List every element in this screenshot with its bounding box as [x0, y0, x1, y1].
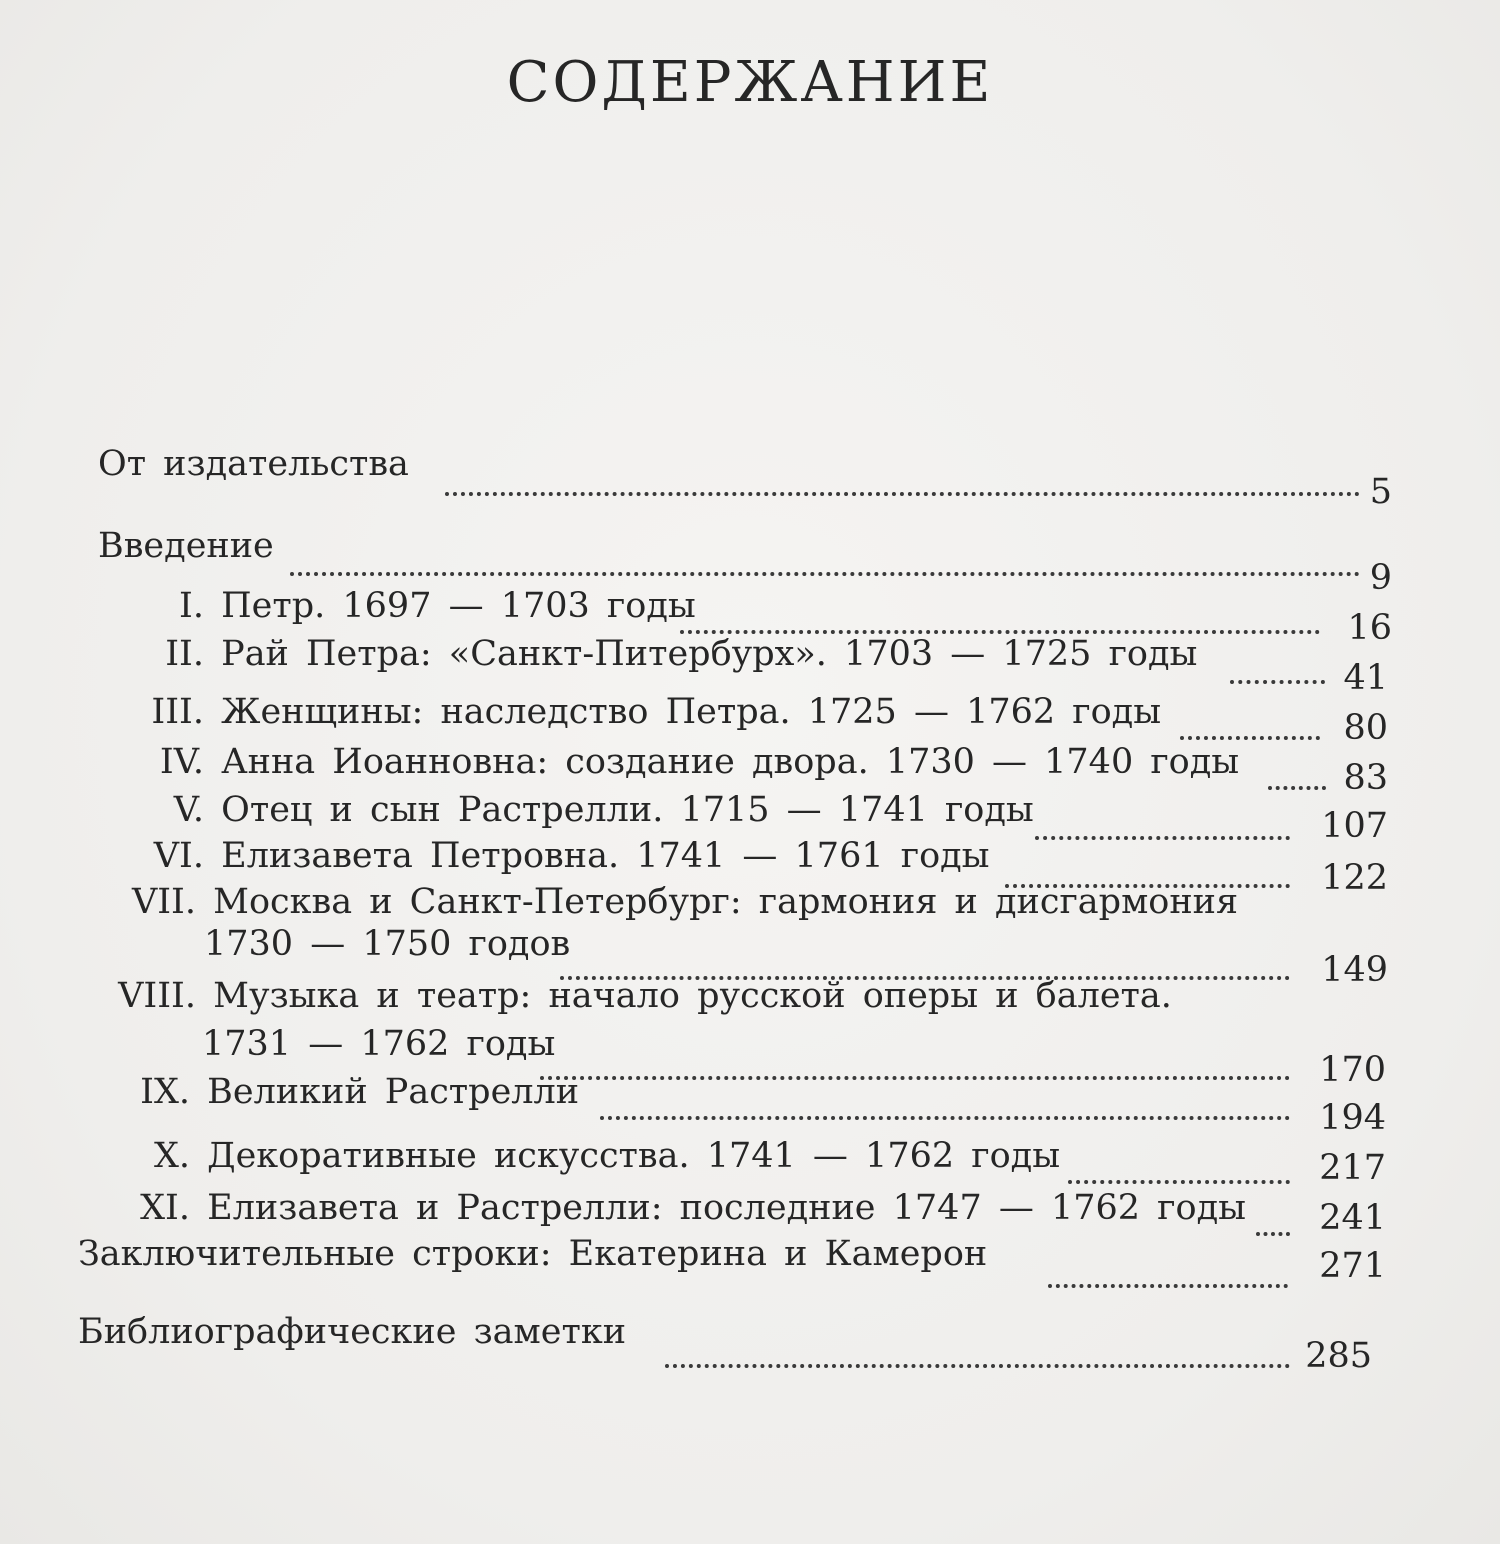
chapter-number: X. [153, 1136, 190, 1176]
toc-entry [100, 584, 696, 628]
toc-entry-title: Декоративные искусства. 1741 — 1762 годы [207, 1136, 1061, 1176]
toc-entry-title: Женщины: наследство Петра. 1725 — 1762 годы [221, 692, 1162, 732]
toc-entry-title: Великий Растрелли [207, 1072, 580, 1112]
toc-entry-title: Елизавета Петровна. 1741 — 1761 годы [221, 836, 990, 876]
toc-page-number: 41 [1343, 658, 1388, 698]
toc-entry [100, 632, 1197, 676]
chapter-number: VII. [131, 882, 196, 922]
toc-page-number: 194 [1319, 1098, 1386, 1138]
chapter-number: V. [173, 790, 204, 830]
toc-entry-title: От издательства [98, 444, 409, 484]
toc-entry-title: Введение [98, 526, 274, 566]
leader-dots [1068, 1180, 1290, 1184]
toc-page-number: 80 [1343, 708, 1388, 748]
toc-entry-title: Анна Иоанновна: создание двора. 1730 — 1740 годы [221, 742, 1240, 782]
toc-entry-title: Рай Петра: «Санкт-Питербурх». 1703 — 1725 годы [221, 634, 1198, 674]
chapter-number: IX. [140, 1072, 190, 1112]
toc-entry-title: Отец и сын Растрелли. 1715 — 1741 годы [221, 790, 1034, 830]
leader-dots [290, 572, 1360, 576]
chapter-number: II. [165, 634, 204, 674]
toc-entry [100, 1070, 579, 1114]
toc-entry [100, 788, 1034, 832]
toc-page-number: 122 [1321, 858, 1388, 898]
toc-page-number: 9 [1369, 558, 1392, 598]
leader-dots [1048, 1284, 1288, 1288]
toc-entry [100, 740, 1239, 784]
toc-page-number: 107 [1321, 806, 1388, 846]
toc-entry-title: Москва и Санкт-Петербург: гармония и дисгармония [213, 882, 1239, 922]
toc-entry [100, 1186, 1246, 1230]
chapter-number: IV. [159, 742, 204, 782]
chapter-number: I. [179, 586, 204, 626]
leader-dots [540, 1076, 1290, 1080]
toc-entry-continuation [202, 1022, 555, 1066]
toc-entry [100, 1134, 1060, 1178]
page-title: СОДЕРЖАНИЕ [506, 50, 994, 115]
toc-entry [92, 974, 1172, 1018]
toc-entry-title: Елизавета и Растрелли: последние 1747 — 1762 годы [207, 1188, 1246, 1228]
toc-entry-title: Музыка и театр: начало русской оперы и балета. [213, 976, 1172, 1016]
toc-entry [98, 524, 274, 568]
chapter-number: XI. [140, 1188, 190, 1228]
toc-page-number: 241 [1319, 1198, 1386, 1238]
chapter-number: III. [151, 692, 204, 732]
toc-entry-title: Заключительные строки: Екатерина и Камерон [78, 1234, 988, 1274]
toc-page-number: 16 [1347, 608, 1392, 648]
leader-dots [1035, 836, 1290, 840]
toc-page-number: 149 [1321, 950, 1388, 990]
leader-dots [1230, 680, 1325, 684]
leader-dots [1256, 1232, 1290, 1236]
toc-entry [98, 442, 409, 486]
leader-dots [445, 492, 1360, 496]
toc-entry [100, 834, 990, 878]
leader-dots [600, 1116, 1290, 1120]
toc-entry [100, 690, 1161, 734]
toc-entry-title: Библиографические заметки [78, 1312, 627, 1352]
toc-entry-title: 1731 — 1762 годы [202, 1024, 556, 1064]
toc-page-number: 271 [1319, 1246, 1386, 1286]
toc-page-number: 170 [1319, 1050, 1386, 1090]
toc-entry-continuation [204, 922, 570, 966]
toc-page-number: 5 [1369, 472, 1392, 512]
toc-entry-title: 1730 — 1750 годов [204, 924, 571, 964]
toc-page-number: 285 [1305, 1336, 1372, 1376]
chapter-number: VI. [153, 836, 204, 876]
toc-page-number: 217 [1319, 1148, 1386, 1188]
toc-page-number: 83 [1343, 758, 1388, 798]
leader-dots [1268, 786, 1326, 790]
chapter-number: VIII. [118, 976, 196, 1016]
toc-entry-title: Петр. 1697 — 1703 годы [221, 586, 696, 626]
toc-entry [78, 1310, 626, 1354]
leader-dots [665, 1364, 1290, 1368]
toc-entry [78, 1232, 987, 1276]
toc-entry [100, 880, 1238, 924]
